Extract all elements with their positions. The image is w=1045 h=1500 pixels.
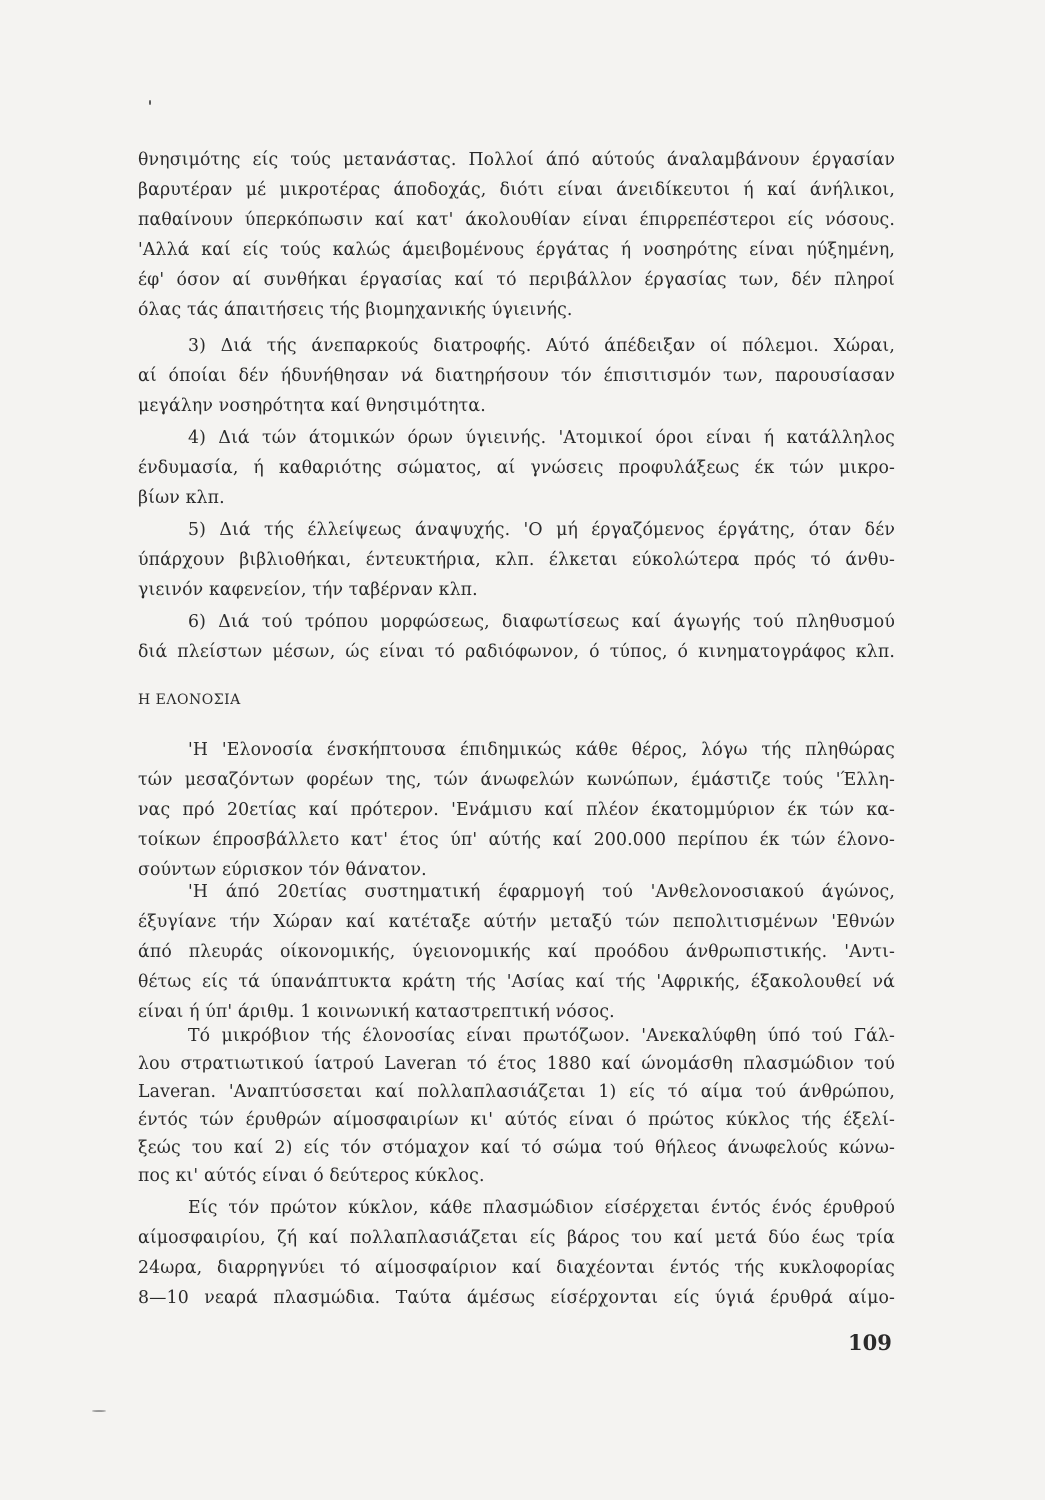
text-line: τοίκων έπροσβάλλετο κατ' έτος ύπ' αύτής καί 200.000 περίπου έκ τών έλονο- [138,830,895,850]
text-line: ένδυμασία, ή καθαριότης σώματος, αί γνώσεις προφυλάξεως έκ τών μικρο- [138,458,895,478]
text-line: είναι ή ύπ' άριθμ. 1 κοινωνική καταστρεπτική νόσος. [138,1002,615,1022]
text-line: τών μεσαζόντων φορέων της, τών άνωφελών κωνώπων, έμάστιζε τούς 'Έλλη- [138,770,895,790]
text-line: αί όποίαι δέν ήδυνήθησαν νά διατηρήσουν τόν έπισιτισμόν των, παρουσίασαν [138,366,895,386]
text-line: 8—10 νεαρά πλασμώδια. Ταύτα άμέσως είσέρχονται είς ύγιά έρυθρά αίμο- [138,1288,895,1308]
text-line: 24ωρα, διαρρηγνύει τό αίμοσφαίριον καί διαχέονται έντός τής κυκλοφορίας [138,1258,895,1278]
text-line: 4) Διά τών άτομικών όρων ύγιεινής. 'Ατομικοί όροι είναι ή κατάλληλος [188,428,895,448]
text-line: σούντων εύρισκον τόν θάνατον. [138,860,427,880]
text-line: Laveran. 'Αναπτύσσεται καί πολλαπλασιάζεται 1) είς τό αίμα τού άνθρώπου, [138,1082,895,1102]
text-line: όλας τάς άπαιτήσεις τής βιομηχανικής ύγιεινής. [138,300,573,320]
text-line: θέτως είς τά ύπανάπτυκτα κράτη τής 'Ασίας καί τής 'Αφρικής, έξακολουθεί νά [138,972,895,992]
text-line: 'Η άπό 20ετίας συστηματική έφαρμογή τού 'Ανθελονοσιακού άγώνος, [188,882,895,902]
text-line: λου στρατιωτικού ίατρού Laveran τό έτος 1880 καί ώνομάσθη πλασμώδιον τού [138,1054,895,1074]
text-line: άπό πλευράς οίκονομικής, ύγειονομικής καί προόδου άνθρωπιστικής. 'Αντι- [138,942,895,962]
page-number: 109 [848,1330,892,1355]
text-line: μεγάλην νοσηρότητα καί θνησιμότητα. [138,396,486,416]
text-line: αίμοσφαιρίου, ζή καί πολλαπλασιάζεται είς βάρος του καί μετά δύο έως τρία [138,1228,895,1248]
text-line: πος κι' αύτός είναι ό δεύτερος κύκλος. [138,1166,485,1186]
text-line: βίων κλπ. [138,488,225,508]
text-line: έφ' όσον αί συνθήκαι έργασίας καί τό περιβάλλον έργασίας των, δέν πληροί [138,270,895,290]
text-line: Τό μικρόβιον τής έλονοσίας είναι πρωτόζωον. 'Ανεκαλύφθη ύπό τού Γάλ- [188,1026,895,1046]
text-line: 'Η 'Ελονοσία ένσκήπτουσα έπιδημικώς κάθε θέρος, λόγω τής πληθώρας [188,740,895,760]
scan-speck [92,1410,106,1412]
text-line: ύπάρχουν βιβλιοθήκαι, έντευκτήρια, κλπ. έλκεται εύκολώτερα πρός τό άνθυ- [138,550,895,570]
text-line: βαρυτέραν μέ μικροτέρας άποδοχάς, διότι είναι άνειδίκευτοι ή καί άνήλικοι, [138,180,895,200]
text-line: θνησιμότης είς τούς μετανάστας. Πολλοί άπό αύτούς άναλαμβάνουν έργασίαν [138,150,895,170]
text-line: παθαίνουν ύπερκόπωσιν καί κατ' άκολουθίαν είναι έπιρρεπέστεροι είς νόσους. [138,210,895,230]
text-line: Είς τόν πρώτον κύκλον, κάθε πλασμώδιον είσέρχεται έντός ένός έρυθρού [188,1198,895,1218]
text-line: 6) Διά τού τρόπου μορφώσεως, διαφωτίσεως καί άγωγής τού πληθυσμού [188,612,895,632]
text-line: διά πλείστων μέσων, ώς είναι τό ραδιόφωνον, ό τύπος, ό κινηματογράφος κλπ. [138,642,895,662]
text-line: 5) Διά τής έλλείψεως άναψυχής. 'Ο μή έργαζόμενος έργάτης, όταν δέν [188,520,895,540]
text-line: έξυγίανε τήν Χώραν καί κατέταξε αύτήν μεταξύ τών πεπολιτισμένων 'Εθνών [138,912,895,932]
section-heading: Η ΕΛΟΝΟΣΙΑ [138,692,241,708]
text-line: 'Αλλά καί είς τούς καλώς άμειβομένους έργάτας ή νοσηρότης είναι ηύξημένη, [138,240,895,260]
text-line: ξεώς του καί 2) είς τόν στόμαχον καί τό σώμα τού θήλεος άνωφελούς κώνω- [138,1138,895,1158]
scan-speck [149,100,151,105]
text-line: 3) Διά τής άνεπαρκούς διατροφής. Αύτό άπέδειξαν οί πόλεμοι. Χώραι, [188,336,895,356]
text-line: έντός τών έρυθρών αίμοσφαιρίων κι' αύτός είναι ό πρώτος κύκλος τής έξελί- [138,1110,895,1130]
text-line: νας πρό 20ετίας καί πρότερον. 'Ενάμισυ καί πλέον έκατομμύριον έκ τών κα- [138,800,895,820]
text-line: γιεινόν καφενείον, τήν ταβέρναν κλπ. [138,580,478,600]
